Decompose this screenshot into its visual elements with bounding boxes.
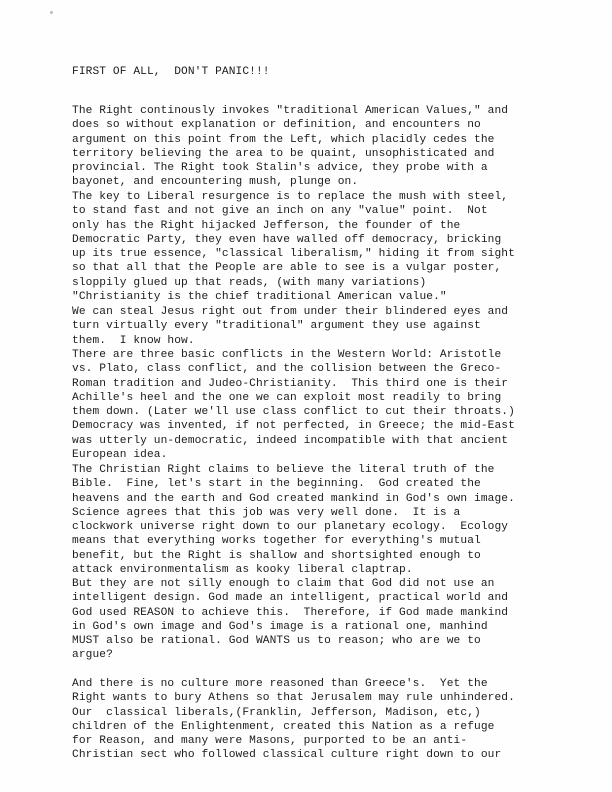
document-heading: FIRST OF ALL, DON'T PANIC!!! — [72, 66, 270, 78]
paragraph-5: The Christian Right claims to believe the literal truth of the Bible. Fine, let's start in the beginning. God created the heavens and the earth and God created mankind in God's own image. Science agrees that this job was very well done. It is a clockwork universe right down to our planetary ecology. Ecology means that everything works together for everything's mutual benefit, but the Right is shallow and shortsighted enough to attack environmentalism as kooky liberal claptrap. — [72, 464, 515, 577]
paper-speck — [50, 11, 53, 14]
paragraph-7: And there is no culture more reasoned than Greece's. Yet the Right wants to bury Athens so that Jerusalem may rule unhindered. Our classical liberals,(Franklin, Jefferson, Madison, etc,) children of the Enlightenment, created this Nation as a refuge for Reason, and many were Masons, purported to be an anti- Christian sect who followed classical culture right down to our — [72, 678, 515, 762]
paragraph-2: The key to Liberal resurgence is to replace the mush with steel, to stand fast and not give an inch on any "value" point. Not only has the Right hijacked Jefferson, the founder of the Democratic Party, they even have walled off democracy, bricking up its true essence, "classical liberalism," hiding it from sight so that all that the People are able to see is a vulgar poster, sloppily glued up that reads, (with many variations) "Christianity is the chief traditional American value." — [72, 191, 515, 304]
paragraph-6: But they are not silly enough to claim that God did not use an intelligent design. God made an intelligent, practical world and God used REASON to achieve this. Therefore, if God made mankind in God's own image and God's image is a rational one, manhind MUST also be rational. God WANTS us to reason; who are we to argue? — [72, 578, 509, 662]
paragraph-1: The Right continously invokes "traditional American Values," and does so without explanation or definition, and encounters no argument on this point from the Left, which placidly cedes the territory believing the area to be quaint, unsophisticated and provincial. The Right took Stalin's advice, they probe with a bayonet, and encountering mush, plunge on. — [72, 105, 509, 189]
paragraph-3: We can steal Jesus right out from under their blindered eyes and turn virtually every "traditional" argument they use against them. I know how. — [72, 306, 509, 347]
paragraph-4: There are three basic conflicts in the Western World: Aristotle vs. Plato, class conflict, and the collision between the Greco- Roman tradition and Judeo-Christianity. This third one is their Achille's heel and the one we can exploit most readily to bring them down. (Later we'll use class conflict to cut their throats.) Democracy was invented, if not perfected, in Greece; the mid-East was utterly un-democratic, indeed incompatible with that ancient European idea. — [72, 349, 515, 462]
